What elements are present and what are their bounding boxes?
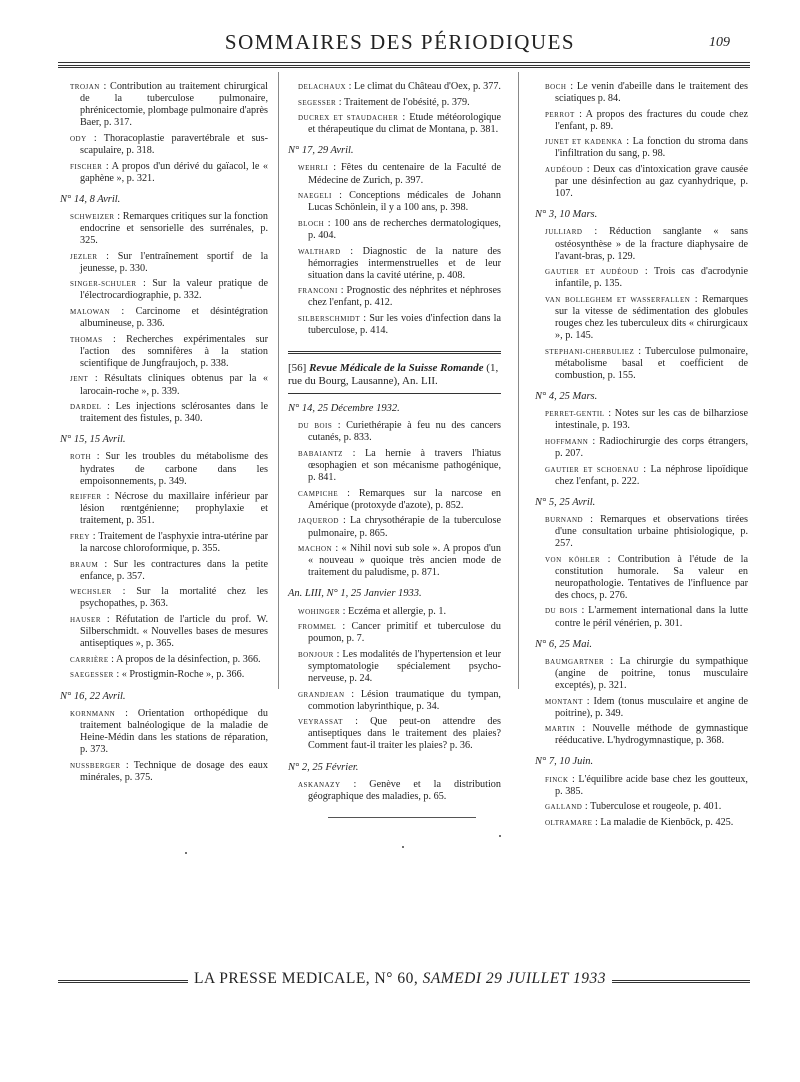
article-entry: ROTH : Sur les troubles du métabolisme des hydrates de carbone dans les empoisonnements, p. 349. [70, 451, 268, 487]
article-author: OLTRAMARE [545, 818, 593, 827]
article-title: Sur les voies d'infection dans la tuberculose, p. 414. [308, 313, 501, 337]
issue-heading: N° 3, 10 Mars. [535, 209, 598, 221]
footer [0, 970, 800, 988]
article-title: La chrysothérapie de la tuberculose pulmonaire, p. 865. [308, 515, 501, 539]
article-entry: GRANDJEAN : Lésion traumatique du tympan, commotion labyrinthique, p. 34. [298, 688, 501, 712]
article-author: BURNAND [545, 515, 584, 524]
article-title: Remarques sur la vitesse de sédimentation des globules rouges chez les tuberculeux dits « chirurgicaux », p. 145. [555, 293, 748, 342]
article-title: Traitement de l'asphyxie intra-utérine par la narcose chloroformique, p. 355. [80, 531, 268, 555]
article-author: WOHINGER [298, 607, 341, 616]
article-entry: FISCHER : A propos d'un dérivé du gaïacol, le « gaphène », p. 321. [70, 160, 268, 184]
article-author: NAEGELI [298, 192, 332, 201]
article-author: FINCK [545, 775, 569, 784]
issue-heading: N° 2, 25 Février. [288, 761, 359, 773]
article-entry: DU BOIS : L'armement international dans la lutte contre le péril vénérien, p. 301. [545, 605, 748, 629]
article-title: Résultats cliniques obtenus par la « larocain-roche », p. 339. [80, 373, 268, 397]
article-title: « Prostigmin-Roche », p. 366. [121, 669, 245, 681]
article-author: MACHON [298, 545, 333, 554]
article-entry: GAUTIER ET SCHOENAU : La néphrose lipoïdique chez l'enfant, p. 222. [545, 463, 748, 487]
article-author: SEGESSER [298, 98, 337, 107]
issue-heading: N° 7, 10 Juin. [535, 756, 594, 768]
article-title: Diagnostic de la nature des hémorragies intermenstruelles et de leur situation dans la cavité utérine, p. 408. [308, 245, 501, 281]
journal-details: (1, rue du Bourg, Lausanne), An. LII. [288, 362, 499, 388]
article-entry: MARTIN : Nouvelle méthode de gymnastique rééducative. L'hydrogymnastique, p. 368. [545, 723, 748, 747]
article-title: A propos de la désinfection, p. 366. [116, 653, 261, 665]
article-title: Les modalités de l'hypertension et leur symptomatologie spécialement psycho-nerveuse, p. 24. [308, 648, 501, 684]
issue-heading: N° 14, 8 Avril. [60, 193, 121, 205]
article-author: JENT [70, 375, 89, 384]
article-entry: TROJAN : Contribution au traitement chirurgical de la tuberculose pulmonaire, phrénicectomie, plombage pulmonaire d'après Baer, p. 317. [70, 81, 268, 129]
page-number: 109 [709, 35, 730, 50]
article-title: La maladie de Kienböck, p. 425. [600, 816, 734, 828]
article-entry: BABAIANTZ : La hernie à travers l'hiatus œsophagien et son mécanisme pathogénique, p. 841. [298, 447, 501, 484]
article-title: Eczéma et allergie, p. 1. [348, 605, 447, 617]
article-title: Sur la valeur pratique de l'électrocardiographie, p. 332. [80, 278, 268, 302]
article-title: La fonction du stroma dans l'infiltration du sang, p. 98. [555, 136, 748, 160]
article-title: Prognostic des néphrites et néphroses chez l'enfant, p. 412. [308, 285, 501, 309]
article-entry: SILBERSCHMIDT : Sur les voies d'infection dans la tuberculose, p. 414. [298, 313, 501, 337]
journal-heading [288, 351, 501, 394]
article-entry: FROMMEL : Cancer primitif et tuberculose du poumon, p. 7. [298, 621, 501, 645]
article-author: JULLIARD [545, 228, 583, 237]
article-entry: FINCK : L'équilibre acide base chez les goutteux, p. 385. [545, 773, 748, 797]
article-entry: VON KÖHLER : Contribution à l'étude de la constitution humorale. Sa valeur en neuropathologie. Tentatives de l'influence par des chocs, p. 276. [545, 553, 748, 601]
article-author: FREY [70, 533, 90, 541]
article-entry: GALLAND : Tuberculose et rougeole, p. 401. [545, 801, 722, 813]
article-entry: STEPHANI-CHERBULIEZ : Tuberculose pulmonaire, métabolisme basal et coefficient de combustion, p. 155. [545, 345, 748, 381]
article-author: BABAIANTZ [298, 449, 343, 458]
article-entry: DARDEL : Les injections sclérosantes dans le traitement des fistules, p. 340. [70, 401, 268, 425]
article-entry: SEGESSER : Traitement de l'obésité, p. 379. [298, 96, 470, 108]
article-title: Conceptions médicales de Johann Lucas Schönlein, il y a 100 ans, p. 398. [308, 190, 501, 214]
article-entry: SAEGESSER : « Prostigmin-Roche », p. 366. [70, 669, 245, 681]
article-title: Contribution au traitement chirurgical de la tuberculose pulmonaire, phrénicectomie, plombage pulmonaire d'après Baer, p. 317. [80, 81, 268, 129]
article-entry: HOFFMANN : Radiochirurgie des corps étrangers, p. 207. [545, 435, 748, 459]
article-author: WEHRLI [298, 164, 329, 173]
article-author: MONTANT [545, 697, 583, 706]
article-author: SAEGESSER [70, 671, 114, 680]
page-title: SOMMAIRES DES PÉRIODIQUES [224, 30, 576, 54]
article-title: Etude météorologique et thérapeutique du climat de Montana, p. 381. [308, 112, 501, 136]
print-speck [185, 852, 187, 854]
article-title: A propos des fractures du coude chez l'enfant, p. 89. [555, 108, 748, 132]
article-title: Le climat du Château d'Oex, p. 377. [354, 81, 501, 92]
article-entry: FRANCONI : Prognostic des néphrites et néphroses chez l'enfant, p. 412. [298, 285, 501, 309]
article-title: Recherches expérimentales sur l'action des somnifères à la station scientifique de Jungfraujoch, p. 338. [80, 333, 268, 369]
article-author: GRANDJEAN [298, 690, 345, 699]
article-author: ASKANAZY [298, 780, 341, 789]
article-entry: WALTHARD : Diagnostic de la nature des hémorragies intermenstruelles et de leur situation dans la cavité utérine, p. 408. [298, 245, 501, 281]
article-title: Nouvelle méthode de gymnastique rééducative. L'hydrogymnastique, p. 368. [555, 723, 748, 747]
article-title: L'armement international dans la lutte contre le péril vénérien, p. 301. [555, 605, 748, 629]
article-entry: JUNET ET KADENKA : La fonction du stroma dans l'infiltration du sang, p. 98. [545, 136, 748, 160]
article-entry: PERRET-GENTIL : Notes sur les cas de bilharziose intestinale, p. 193. [545, 408, 748, 432]
article-author: WALTHARD [298, 247, 341, 256]
article-title: Sur la mortalité chez les psychopathes, p. 363. [80, 586, 268, 610]
article-title: Remarques et observations tirées d'une consultation urbaine phtisiologique, p. 257. [555, 513, 748, 549]
article-entry: BAUMGARTNER : La chirurgie du sympathique (angine de poitrine, tonus musculaire exceptés), p. 321. [545, 655, 748, 691]
footer-journal: LA PRESSE MEDICALE, N° 60, [194, 970, 419, 987]
article-entry: GAUTIER ET AUDÉOUD : Trois cas d'acrodynie infantile, p. 135. [545, 266, 748, 290]
article-title: Sur les troubles du métabolisme des hydrates de carbone dans les empoisonnements, p. 349. [80, 451, 268, 487]
article-entry: AUDÉOUD : Deux cas d'intoxication grave causée par une désinfection au gaz cyanhydrique, p. 107. [545, 164, 748, 200]
article-author: FRANCONI [298, 287, 338, 296]
article-author: GAUTIER ET SCHOENAU [545, 465, 639, 474]
article-title: 100 ans de recherches dermatologiques, p. 404. [308, 217, 501, 241]
article-entry: PERROT : A propos des fractures du coude chez l'enfant, p. 89. [545, 108, 748, 132]
article-entry: WEHRLI : Fêtes du centenaire de la Faculté de Médecine de Zurich, p. 397. [298, 162, 501, 186]
issue-heading: N° 6, 25 Mai. [535, 638, 592, 650]
article-entry: JEZLER : Sur l'entraînement sportif de la jeunesse, p. 330. [70, 250, 268, 274]
article-author: DARDEL [70, 403, 102, 412]
article-author: CAMPICHE [298, 489, 339, 498]
article-author: TROJAN [70, 83, 100, 91]
article-title: Sur l'entraînement sportif de la jeunesse, p. 330. [80, 250, 268, 274]
article-entry: VEYRASSAT : Que peut-on attendre des antiseptiques dans le traitement des plaies? Comment faut-il traiter les plaies? p. 36. [298, 716, 501, 752]
article-entry: FREY : Traitement de l'asphyxie intra-utérine par la narcose chloroformique, p. 355. [70, 531, 268, 555]
article-author: VON KÖHLER [545, 555, 601, 564]
article-author: REIFFER [70, 493, 102, 502]
footer-rule-right [612, 980, 750, 983]
article-title: Deux cas d'intoxication grave causée par une désinfection au gaz cyanhydrique, p. 107. [555, 164, 748, 200]
journal-number: [56] [288, 362, 307, 375]
article-entry: DU BOIS : Curiethérapie à feu nu des cancers cutanés, p. 833. [298, 420, 501, 444]
article-author: DELACHAUX [298, 83, 347, 91]
article-author: PERROT [545, 110, 575, 119]
article-author: BONJOUR [298, 650, 334, 659]
article-author: GAUTIER ET AUDÉOUD [545, 268, 639, 277]
header-rule-double [58, 65, 750, 68]
article-title: Les injections sclérosantes dans le traitement des fistules, p. 340. [80, 401, 268, 425]
article-author: HAUSER [70, 616, 102, 625]
column-1 [60, 81, 268, 787]
article-author: NUSSBERGER [70, 761, 121, 770]
issue-heading: N° 17, 29 Avril. [288, 145, 354, 157]
article-entry: CAMPICHE : Remarques sur la narcose en Amérique (protoxyde d'azote), p. 852. [298, 487, 501, 511]
article-entry: ODY : Thoracoplastie paravertébrale et sus-scapulaire, p. 318. [70, 132, 268, 156]
article-entry: MONTANT : Idem (tonus musculaire et angine de poitrine), p. 349. [545, 695, 748, 719]
article-title: « Nihil novi sub sole ». A propos d'un « nouveau » quoique très ancien mode de traitement du paludisme, p. 871. [308, 543, 501, 579]
article-entry: SINGER-SCHULER : Sur la valeur pratique de l'électrocardiographie, p. 332. [70, 278, 268, 302]
article-author: FISCHER [70, 162, 103, 171]
article-entry: DUCREX ET STAUDACHER : Etude météorologique et thérapeutique du climat de Montana, p. 381. [298, 112, 501, 136]
article-title: Réduction sanglante « sans ostéosynthèse » de la fracture diaphysaire de l'avant-bras, p. 129. [555, 226, 748, 262]
article-author: SILBERSCHMIDT [298, 315, 361, 323]
article-title: Tuberculose et rougeole, p. 401. [590, 801, 722, 813]
article-title: Radiochirurgie des corps étrangers, p. 207. [555, 435, 748, 459]
article-title: Trois cas d'acrodynie infantile, p. 135. [555, 266, 748, 290]
article-entry: NUSSBERGER : Technique de dosage des eaux minérales, p. 375. [70, 759, 268, 783]
article-author: DU BOIS [545, 607, 578, 616]
article-title: Orientation orthopédique du traitement balnéologique de la maladie de Heine-Médin dans les stations de réparation, p. 373. [80, 707, 268, 755]
article-entry: ASKANAZY : Genève et la distribution géographique des maladies, p. 65. [298, 778, 501, 802]
article-author: VEYRASSAT [298, 718, 343, 727]
article-title: Technique de dosage des eaux minérales, p. 375. [80, 759, 268, 783]
article-author: PERRET-GENTIL [545, 410, 605, 419]
article-author: HOFFMANN [545, 437, 589, 446]
article-title: Curiethérapie à feu nu des cancers cutanés, p. 833. [308, 420, 501, 444]
article-title: Le venin d'abeille dans le traitement des sciatiques p. 84. [555, 81, 748, 105]
article-entry: CARRIÈRE : A propos de la désinfection, p. 366. [70, 653, 261, 665]
header-rule-top [58, 62, 750, 63]
column-divider [278, 72, 279, 689]
article-title: Remarques sur la narcose en Amérique (protoxyde d'azote), p. 852. [308, 487, 501, 511]
column-divider [518, 72, 519, 689]
article-author: JAQUEROD [298, 517, 339, 526]
article-entry: BONJOUR : Les modalités de l'hypertension et leur symptomatologie spécialement psycho-nerveuse, p. 24. [298, 648, 501, 684]
article-title: Thoracoplastie paravertébrale et sus-scapulaire, p. 318. [80, 132, 268, 156]
article-title: Contribution à l'étude de la constitution humorale. Sa valeur en neuropathologie. Tentatives de l'influence par des chocs, p. 276. [555, 553, 748, 601]
article-entry: JENT : Résultats cliniques obtenus par la « larocain-roche », p. 339. [70, 373, 268, 397]
issue-heading: An. LIII, N° 1, 25 Janvier 1933. [288, 588, 422, 600]
article-author: MARTIN [545, 725, 576, 734]
article-author: MALOWAN [70, 308, 111, 316]
article-title: Réfutation de l'article du prof. W. Silberschmidt. « Nouvelles bases de mesures antiseptiques », p. 365. [80, 614, 268, 650]
column-3 [535, 81, 748, 832]
section-separator [328, 817, 476, 818]
print-speck [499, 835, 501, 837]
article-author: SCHWEIZER [70, 212, 115, 221]
article-entry: BOCH : Le venin d'abeille dans le traitement des sciatiques p. 84. [545, 81, 748, 105]
article-author: BAUMGARTNER [545, 657, 605, 666]
article-author: ODY [70, 134, 87, 143]
article-title: Traitement de l'obésité, p. 379. [343, 96, 470, 108]
article-title: Sur les contractures dans la petite enfance, p. 357. [80, 558, 268, 582]
article-author: WECHSLER [70, 588, 112, 597]
article-entry: SCHWEIZER : Remarques critiques sur la fonction endocrine et sensorielle des surrénales, p. 325. [70, 210, 268, 247]
footer-date: SAMEDI 29 JUILLET 1933 [422, 970, 606, 987]
article-title: Tuberculose pulmonaire, métabolisme basal et coefficient de combustion, p. 155. [555, 345, 748, 381]
issue-heading: N° 5, 25 Avril. [535, 496, 596, 508]
article-entry: WECHSLER : Sur la mortalité chez les psychopathes, p. 363. [70, 586, 268, 610]
article-author: JUNET ET KADENKA [545, 138, 623, 147]
article-author: VAN BOLLEGHEM ET WASSERFALLEN [545, 295, 691, 304]
article-author: SINGER-SCHULER [70, 280, 137, 289]
article-entry: REIFFER : Nécrose du maxillaire inférieur par lésion rœntgénienne; prophylaxie et traitement, p. 351. [70, 491, 268, 527]
article-author: AUDÉOUD [545, 166, 584, 175]
print-speck [402, 846, 404, 848]
issue-heading: N° 14, 25 Décembre 1932. [288, 403, 400, 415]
article-title: Cancer primitif et tuberculose du poumon, p. 7. [308, 621, 501, 645]
article-entry: WOHINGER : Eczéma et allergie, p. 1. [298, 605, 447, 617]
article-entry: JAQUEROD : La chrysothérapie de la tuberculose pulmonaire, p. 865. [298, 515, 501, 539]
article-entry: VAN BOLLEGHEM ET WASSERFALLEN : Remarques sur la vitesse de sédimentation des globules rouges chez les tuberculeux dits « chirurgicaux », p. 145. [545, 293, 748, 342]
article-title: Que peut-on attendre des antiseptiques dans le traitement des plaies? Comment faut-il traiter les plaies? p. 36. [308, 716, 501, 752]
article-entry: HAUSER : Réfutation de l'article du prof. W. Silberschmidt. « Nouvelles bases de mesures antiseptiques », p. 365. [70, 614, 268, 650]
article-entry: MALOWAN : Carcinome et désintégration albumineuse, p. 336. [70, 306, 268, 330]
article-author: GALLAND [545, 803, 583, 812]
article-title: Lésion traumatique du tympan, commotion labyrinthique, p. 34. [308, 688, 501, 712]
article-title: A propos d'un dérivé du gaïacol, le « gaphène », p. 321. [80, 160, 268, 184]
article-author: STEPHANI-CHERBULIEZ [545, 347, 635, 356]
article-entry: DELACHAUX : Le climat du Château d'Oex, p. 377. [298, 81, 501, 92]
article-author: FROMMEL [298, 623, 337, 632]
article-entry: JULLIARD : Réduction sanglante « sans ostéosynthèse » de la fracture diaphysaire de l'avant-bras, p. 129. [545, 226, 748, 262]
article-author: ROTH [70, 453, 92, 462]
article-entry: BURNAND : Remarques et observations tirées d'une consultation urbaine phtisiologique, p. 257. [545, 513, 748, 549]
article-title: Notes sur les cas de bilharziose intestinale, p. 193. [555, 408, 748, 432]
article-author: THOMAS [70, 335, 103, 344]
article-author: BRAUM [70, 560, 99, 569]
article-author: KORNMANN [70, 709, 116, 718]
article-title: Idem (tonus musculaire et angine de poitrine), p. 349. [555, 695, 748, 719]
column-2 [288, 81, 501, 806]
article-entry: KORNMANN : Orientation orthopédique du traitement balnéologique de la maladie de Heine-Médin dans les stations de réparation, p. 373. [70, 707, 268, 755]
article-author: DUCREX ET STAUDACHER [298, 114, 399, 123]
article-entry: NAEGELI : Conceptions médicales de Johann Lucas Schönlein, il y a 100 ans, p. 398. [298, 190, 501, 214]
article-entry: MACHON : « Nihil novi sub sole ». A propos d'un « nouveau » quoique très ancien mode de traitement du paludisme, p. 871. [298, 543, 501, 579]
article-author: JEZLER [70, 252, 98, 261]
article-author: CARRIÈRE [70, 655, 109, 664]
issue-heading: N° 16, 22 Avril. [60, 690, 126, 702]
article-entry: BRAUM : Sur les contractures dans la petite enfance, p. 357. [70, 558, 268, 582]
article-author: DU BOIS [298, 422, 333, 431]
journal-name: Revue Médicale de la Suisse Romande [309, 362, 484, 375]
article-title: La hernie à travers l'hiatus œsophagien et son mécanisme pathogénique, p. 841. [308, 447, 501, 484]
article-entry: THOMAS : Recherches expérimentales sur l'action des somnifères à la station scientifique de Jungfraujoch, p. 338. [70, 333, 268, 369]
article-title: Genève et la distribution géographique des maladies, p. 65. [308, 778, 501, 802]
issue-heading: N° 15, 15 Avril. [60, 434, 126, 446]
article-title: Remarques critiques sur la fonction endocrine et sensorielle des surrénales, p. 325. [80, 210, 268, 247]
article-author: BLOCH [298, 219, 325, 228]
article-entry: OLTRAMARE : La maladie de Kienböck, p. 425. [545, 816, 734, 828]
article-title: Nécrose du maxillaire inférieur par lésion rœntgénienne; prophylaxie et traitement, p. 351. [80, 491, 268, 527]
article-title: Fêtes du centenaire de la Faculté de Médecine de Zurich, p. 397. [308, 162, 501, 186]
issue-heading: N° 4, 25 Mars. [535, 391, 598, 403]
article-entry: BLOCH : 100 ans de recherches dermatologiques, p. 404. [298, 217, 501, 241]
article-title: L'équilibre acide base chez les goutteux, p. 385. [555, 773, 748, 797]
article-author: BOCH [545, 83, 567, 91]
article-title: La chirurgie du sympathique (angine de poitrine, tonus musculaire exceptés), p. 321. [555, 655, 748, 691]
article-title: Carcinome et désintégration albumineuse, p. 336. [80, 306, 268, 330]
article-title: La néphrose lipoïdique chez l'enfant, p. 222. [555, 463, 748, 487]
